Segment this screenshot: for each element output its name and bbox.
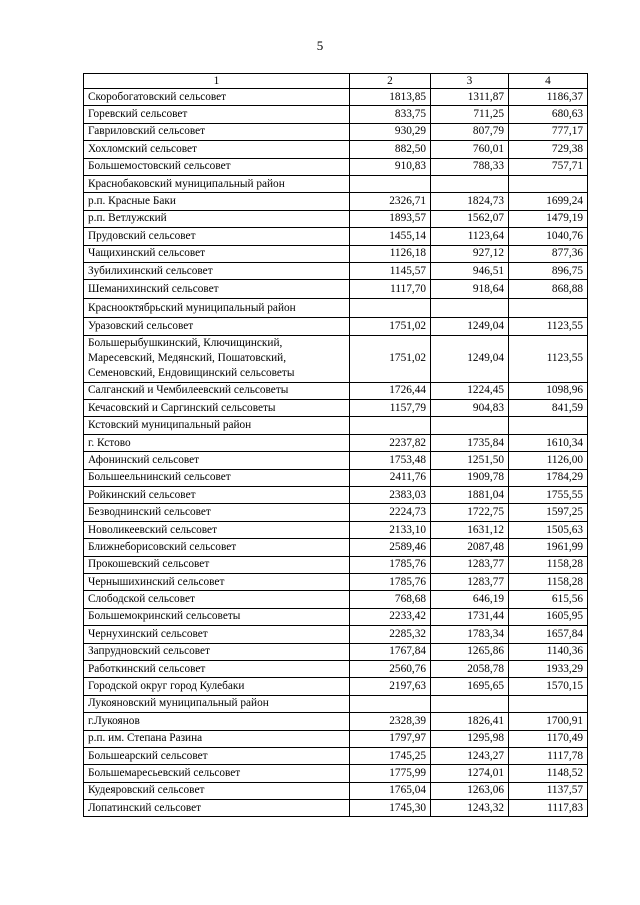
value-col-3-cell: 807,79: [431, 123, 509, 140]
row-name-cell: Безводнинский сельсовет: [84, 504, 350, 521]
table-row: [84, 469, 588, 486]
table-row: [84, 608, 588, 625]
table-row: [84, 643, 588, 660]
value-col-3-cell: 1824,73: [431, 193, 509, 210]
table-row: [84, 695, 588, 712]
value-col-3-cell: 1826,41: [431, 713, 509, 730]
value-col-2-cell: 2197,63: [350, 678, 431, 695]
value-col-4-cell: 1170,49: [509, 730, 588, 747]
value-col-4-cell: 729,38: [509, 141, 588, 158]
value-col-3-cell: 1283,77: [431, 573, 509, 590]
value-col-3-cell: 1631,12: [431, 521, 509, 538]
value-col-3-cell: 1249,04: [431, 318, 509, 335]
value-col-2-cell: 2328,39: [350, 713, 431, 730]
value-col-2-cell: 1785,76: [350, 556, 431, 573]
row-name-cell: Работкинский сельсовет: [84, 660, 350, 677]
value-col-4-cell: 1098,96: [509, 382, 588, 399]
value-col-4-cell: 1040,76: [509, 228, 588, 245]
row-name-cell: Большерыбушкинский, Ключищинский, Маресевский, Медянский, Пошатовский, Семеновский, Ендовищинский сельсоветы: [84, 335, 350, 382]
value-col-2-cell: 1753,48: [350, 452, 431, 469]
value-col-2-cell: 2233,42: [350, 608, 431, 625]
value-col-4-cell: 1126,00: [509, 452, 588, 469]
value-col-2-cell: [350, 299, 431, 318]
value-col-2-cell: 2326,71: [350, 193, 431, 210]
value-col-3-cell: 918,64: [431, 280, 509, 299]
data-table: [83, 73, 588, 817]
row-name-cell: Большеельнинский сельсовет: [84, 469, 350, 486]
row-name-cell: р.п. Ветлужский: [84, 210, 350, 227]
value-col-3-cell: 1123,64: [431, 228, 509, 245]
table-row: [84, 106, 588, 123]
row-name-cell: Уразовский сельсовет: [84, 318, 350, 335]
row-name-cell: Хохломский сельсовет: [84, 141, 350, 158]
value-col-2-cell: 1117,70: [350, 280, 431, 299]
value-col-2-cell: 2411,76: [350, 469, 431, 486]
value-col-2-cell: 2560,76: [350, 660, 431, 677]
row-name-cell: Прокошевский сельсовет: [84, 556, 350, 573]
value-col-4-cell: 1610,34: [509, 434, 588, 451]
value-col-3-cell: 646,19: [431, 591, 509, 608]
value-col-4-cell: 1158,28: [509, 556, 588, 573]
row-name-cell: Слободской сельсовет: [84, 591, 350, 608]
value-col-3-cell: 904,83: [431, 400, 509, 417]
row-name-cell: Афонинский сельсовет: [84, 452, 350, 469]
value-col-2-cell: 1751,02: [350, 318, 431, 335]
value-col-4-cell: 1961,99: [509, 539, 588, 556]
row-name-cell: Большемаресьевский сельсовет: [84, 765, 350, 782]
row-name-cell: Лопатинский сельсовет: [84, 800, 350, 817]
value-col-4-cell: 1570,15: [509, 678, 588, 695]
value-col-2-cell: 2589,46: [350, 539, 431, 556]
value-col-4-cell: 1117,83: [509, 800, 588, 817]
column-header-3: 3: [431, 74, 509, 89]
value-col-2-cell: [350, 695, 431, 712]
row-name-cell: Ройкинский сельсовет: [84, 487, 350, 504]
value-col-2-cell: 1765,04: [350, 782, 431, 799]
row-name-cell: Ближнеборисовский сельсовет: [84, 539, 350, 556]
row-name-cell: г. Кстово: [84, 434, 350, 451]
value-col-2-cell: 1775,99: [350, 765, 431, 782]
value-col-3-cell: 927,12: [431, 245, 509, 262]
value-col-3-cell: 946,51: [431, 262, 509, 279]
table-row: [84, 299, 588, 318]
row-name-cell: Зубилихинский сельсовет: [84, 262, 350, 279]
value-col-4-cell: [509, 417, 588, 434]
value-col-4-cell: 1186,37: [509, 89, 588, 106]
table-row: [84, 800, 588, 817]
value-col-4-cell: 1123,55: [509, 335, 588, 382]
table-row: [84, 89, 588, 106]
row-name-cell: Салганский и Чембилеевский сельсоветы: [84, 382, 350, 399]
value-col-4-cell: 1605,95: [509, 608, 588, 625]
row-name-cell: Шеманихинский сельсовет: [84, 280, 350, 299]
value-col-3-cell: 1731,44: [431, 608, 509, 625]
value-col-2-cell: 930,29: [350, 123, 431, 140]
value-col-2-cell: 2237,82: [350, 434, 431, 451]
value-col-2-cell: 1893,57: [350, 210, 431, 227]
value-col-2-cell: [350, 175, 431, 192]
row-name-cell: Чернышихинский сельсовет: [84, 573, 350, 590]
table-row: [84, 782, 588, 799]
value-col-2-cell: 2133,10: [350, 521, 431, 538]
row-name-cell: Краснооктябрьский муниципальный район: [84, 299, 350, 318]
value-col-4-cell: 896,75: [509, 262, 588, 279]
value-col-4-cell: 1479,19: [509, 210, 588, 227]
row-name-cell: Лукояновский муниципальный район: [84, 695, 350, 712]
value-col-2-cell: 1745,25: [350, 747, 431, 764]
row-name-cell: Чащихинский сельсовет: [84, 245, 350, 262]
table-row: [84, 713, 588, 730]
table-row: [84, 452, 588, 469]
value-col-3-cell: [431, 695, 509, 712]
table-row: [84, 280, 588, 299]
table-row: [84, 765, 588, 782]
table-row: [84, 504, 588, 521]
value-col-4-cell: 1137,57: [509, 782, 588, 799]
value-col-4-cell: 1755,55: [509, 487, 588, 504]
table-row: [84, 382, 588, 399]
value-col-2-cell: 1726,44: [350, 382, 431, 399]
table-row: [84, 400, 588, 417]
table-row: [84, 335, 588, 382]
row-name-cell: р.п. Красные Баки: [84, 193, 350, 210]
value-col-2-cell: 910,83: [350, 158, 431, 175]
row-name-cell: Большеарский сельсовет: [84, 747, 350, 764]
row-name-cell: Горевский сельсовет: [84, 106, 350, 123]
row-name-cell: Кстовский муниципальный район: [84, 417, 350, 434]
value-col-4-cell: 1140,36: [509, 643, 588, 660]
row-name-cell: Большемокринский сельсоветы: [84, 608, 350, 625]
value-col-4-cell: 1933,29: [509, 660, 588, 677]
value-col-2-cell: 1745,30: [350, 800, 431, 817]
value-col-2-cell: 833,75: [350, 106, 431, 123]
table-row: [84, 626, 588, 643]
row-name-cell: Скоробогатовский сельсовет: [84, 89, 350, 106]
value-col-3-cell: 711,25: [431, 106, 509, 123]
table-row: [84, 487, 588, 504]
value-col-4-cell: 1657,84: [509, 626, 588, 643]
value-col-3-cell: 2058,78: [431, 660, 509, 677]
table-row: [84, 158, 588, 175]
value-col-3-cell: 1562,07: [431, 210, 509, 227]
value-col-2-cell: 1785,76: [350, 573, 431, 590]
table-row: [84, 539, 588, 556]
value-col-3-cell: 1881,04: [431, 487, 509, 504]
value-col-2-cell: [350, 417, 431, 434]
row-name-cell: Большемостовский сельсовет: [84, 158, 350, 175]
table-row: [84, 318, 588, 335]
row-name-cell: Городской округ город Кулебаки: [84, 678, 350, 695]
row-name-cell: Новоликеевский сельсовет: [84, 521, 350, 538]
value-col-3-cell: 1263,06: [431, 782, 509, 799]
value-col-3-cell: 760,01: [431, 141, 509, 158]
row-name-cell: р.п. им. Степана Разина: [84, 730, 350, 747]
table-row: [84, 417, 588, 434]
value-col-3-cell: 1783,34: [431, 626, 509, 643]
value-col-4-cell: 1123,55: [509, 318, 588, 335]
table-row: [84, 556, 588, 573]
value-col-2-cell: 1126,18: [350, 245, 431, 262]
table-row: [84, 141, 588, 158]
value-col-3-cell: 1295,98: [431, 730, 509, 747]
value-col-3-cell: 1249,04: [431, 335, 509, 382]
row-name-cell: Кечасовский и Саргинский сельсоветы: [84, 400, 350, 417]
value-col-2-cell: 882,50: [350, 141, 431, 158]
value-col-4-cell: 841,59: [509, 400, 588, 417]
value-col-3-cell: 1224,45: [431, 382, 509, 399]
value-col-3-cell: 1311,87: [431, 89, 509, 106]
value-col-3-cell: 1722,75: [431, 504, 509, 521]
value-col-4-cell: [509, 695, 588, 712]
table-row: [84, 660, 588, 677]
value-col-2-cell: 2224,73: [350, 504, 431, 521]
row-name-cell: Прудовский сельсовет: [84, 228, 350, 245]
table-row: [84, 521, 588, 538]
row-name-cell: Краснобаковский муниципальный район: [84, 175, 350, 192]
value-col-4-cell: 877,36: [509, 245, 588, 262]
value-col-3-cell: 1243,32: [431, 800, 509, 817]
value-col-4-cell: 1505,63: [509, 521, 588, 538]
column-header-2: 2: [350, 74, 431, 89]
table-row: [84, 678, 588, 695]
value-col-2-cell: 1751,02: [350, 335, 431, 382]
table-row: [84, 193, 588, 210]
table-row: [84, 262, 588, 279]
value-col-4-cell: 868,88: [509, 280, 588, 299]
value-col-4-cell: 680,63: [509, 106, 588, 123]
value-col-2-cell: 768,68: [350, 591, 431, 608]
page-number: 5: [316, 38, 324, 53]
value-col-2-cell: 2285,32: [350, 626, 431, 643]
value-col-4-cell: 1700,91: [509, 713, 588, 730]
value-col-2-cell: 1145,57: [350, 262, 431, 279]
table-row: [84, 747, 588, 764]
value-col-4-cell: 1699,24: [509, 193, 588, 210]
row-name-cell: Кудеяровский сельсовет: [84, 782, 350, 799]
table-row: [84, 434, 588, 451]
value-col-3-cell: 1274,01: [431, 765, 509, 782]
value-col-4-cell: [509, 299, 588, 318]
value-col-2-cell: 1455,14: [350, 228, 431, 245]
value-col-2-cell: 1767,84: [350, 643, 431, 660]
column-header-1: 1: [84, 74, 350, 89]
value-col-3-cell: 1283,77: [431, 556, 509, 573]
value-col-4-cell: 1597,25: [509, 504, 588, 521]
row-name-cell: г.Лукоянов: [84, 713, 350, 730]
value-col-4-cell: 615,56: [509, 591, 588, 608]
value-col-2-cell: 1157,79: [350, 400, 431, 417]
table-header-row: [84, 74, 588, 89]
value-col-3-cell: [431, 417, 509, 434]
table-row: [84, 245, 588, 262]
value-col-4-cell: 1158,28: [509, 573, 588, 590]
value-col-3-cell: [431, 175, 509, 192]
value-col-4-cell: 1148,52: [509, 765, 588, 782]
value-col-3-cell: 1251,50: [431, 452, 509, 469]
value-col-3-cell: 1243,27: [431, 747, 509, 764]
value-col-3-cell: 1909,78: [431, 469, 509, 486]
value-col-3-cell: 2087,48: [431, 539, 509, 556]
value-col-4-cell: 1784,29: [509, 469, 588, 486]
value-col-3-cell: 1735,84: [431, 434, 509, 451]
table-row: [84, 228, 588, 245]
table-row: [84, 591, 588, 608]
value-col-2-cell: 2383,03: [350, 487, 431, 504]
value-col-4-cell: 777,17: [509, 123, 588, 140]
value-col-4-cell: 1117,78: [509, 747, 588, 764]
row-name-cell: Гавриловский сельсовет: [84, 123, 350, 140]
table-row: [84, 210, 588, 227]
value-col-2-cell: 1813,85: [350, 89, 431, 106]
value-col-4-cell: 757,71: [509, 158, 588, 175]
table-row: [84, 123, 588, 140]
row-name-cell: Чернухинский сельсовет: [84, 626, 350, 643]
value-col-3-cell: 1265,86: [431, 643, 509, 660]
value-col-3-cell: 1695,65: [431, 678, 509, 695]
row-name-cell: Запрудновский сельсовет: [84, 643, 350, 660]
table-row: [84, 175, 588, 192]
value-col-3-cell: [431, 299, 509, 318]
value-col-4-cell: [509, 175, 588, 192]
table-row: [84, 573, 588, 590]
value-col-2-cell: 1797,97: [350, 730, 431, 747]
value-col-3-cell: 788,33: [431, 158, 509, 175]
column-header-4: 4: [509, 74, 588, 89]
table-row: [84, 730, 588, 747]
